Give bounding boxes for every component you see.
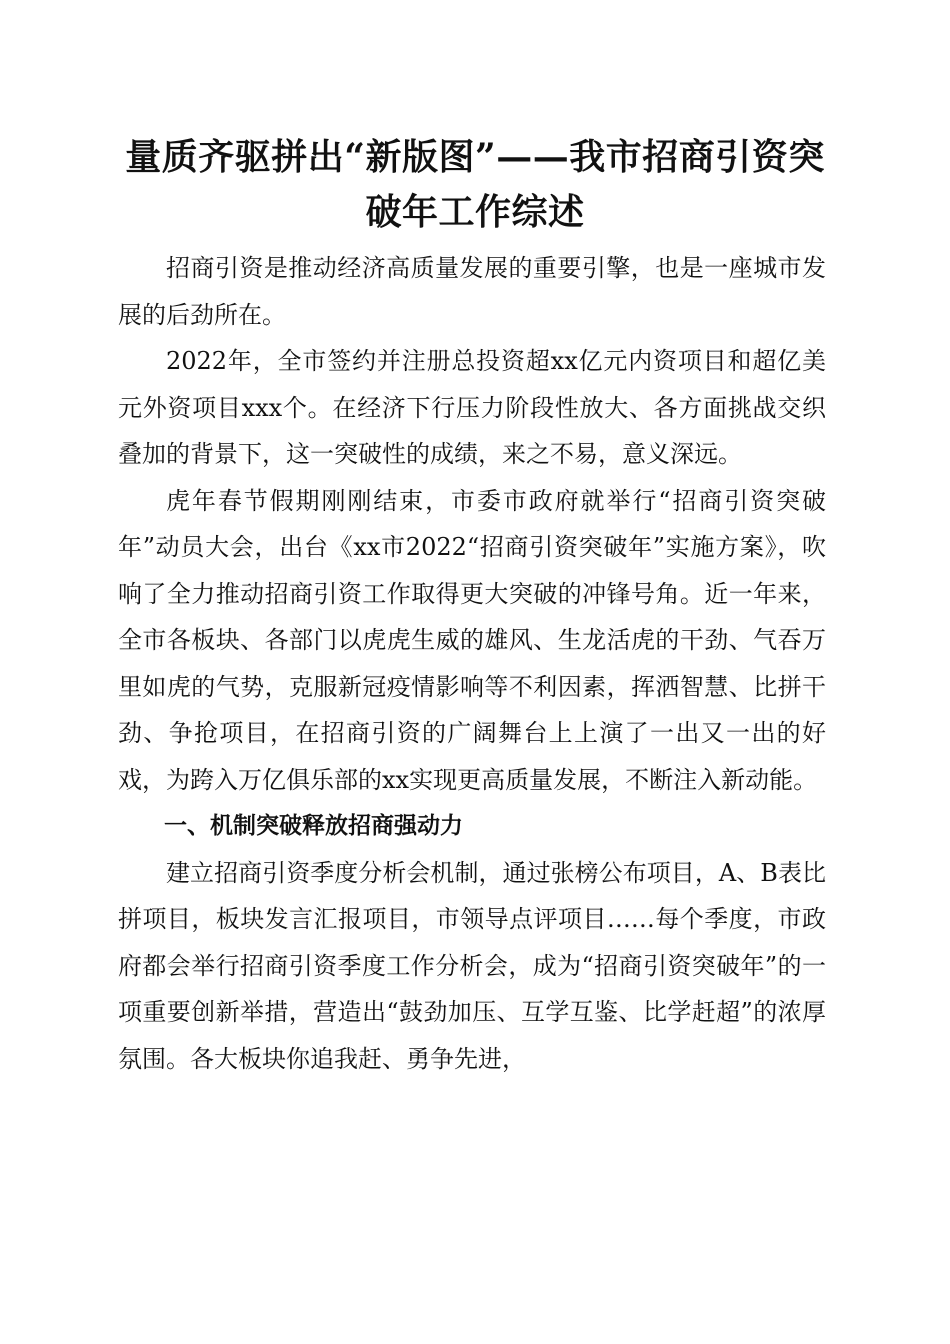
paragraph-intro: 招商引资是推动经济高质量发展的重要引擎，也是一座城市发展的后劲所在。 [118,254,826,329]
paragraph-results: 2022年，全市签约并注册总投资超xx亿元内资项目和超亿美元外资项目xxx个。在经济下行压力阶段性放大、各方面挑战交织叠加的背景下，这一突破性的成绩，来之不易，意义深远。 [118,347,826,468]
document-body [118,245,826,1082]
section-heading-1: 一、机制突破释放招商强动力 [164,813,463,839]
title-line-1: 量质齐驱拼出“新版图”——我市招商引资突 [125,136,825,178]
paragraph-mechanism: 建立招商引资季度分析会机制，通过张榜公布项目，A、B表比拼项目，板块发言汇报项目，市领导点评项目……每个季度，市政府都会举行招商引资季度工作分析会，成为“招商引资突破年”的一项重要创新举措，营造出“鼓劲加压、互学互鉴、比学赶超”的浓厚氛围。各大板块你追我赶、勇争先进， [118,858,826,1073]
title-line-2: 破年工作综述 [365,191,585,233]
paragraph-mobilization: 虎年春节假期刚刚结束，市委市政府就举行“招商引资突破年”动员大会，出台《xx市2022“招商引资突破年”实施方案》，吹响了全力推动招商引资工作取得更大突破的冲锋号角。近一年来，全市各板块、各部门以虎虎生威的雄风、生龙活虎的干劲、气吞万里如虎的气势，克服新冠疫情影响等不利因素，挥洒智慧、比拼干劲、争抢项目，在招商引资的广阔舞台上上演了一出又一出的好戏，为跨入万亿俱乐部的xx实现更高质量发展，不断注入新动能。 [118,486,826,794]
document-title [100,130,850,240]
